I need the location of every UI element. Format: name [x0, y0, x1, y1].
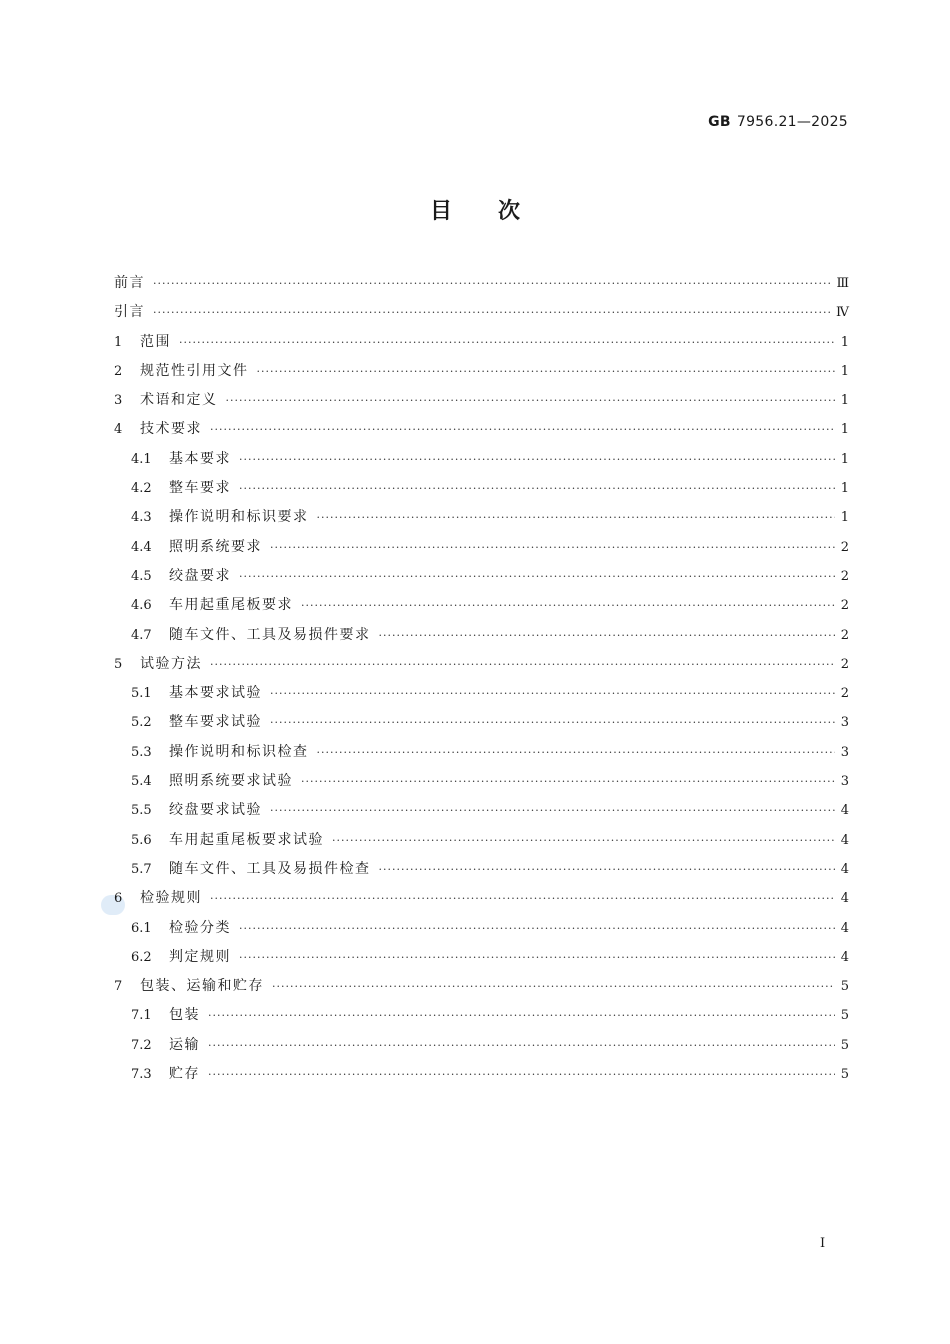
toc-entry[interactable] — [114, 357, 849, 386]
toc-entry-label: 照明系统要求试验 — [169, 773, 293, 790]
toc-dot-leader — [153, 269, 832, 298]
toc-entry-number: 4 — [114, 422, 123, 438]
toc-dot-leader — [210, 415, 835, 444]
toc-entry-number: 4.6 — [131, 598, 152, 614]
toc-entry-label: 术语和定义 — [140, 392, 218, 409]
toc-dot-leader — [239, 914, 835, 943]
toc-entry[interactable] — [114, 826, 849, 855]
toc-entry-page: Ⅲ — [836, 276, 849, 291]
toc-dot-leader — [301, 591, 835, 620]
toc-entry[interactable] — [114, 1001, 849, 1030]
toc-dot-leader — [317, 503, 836, 532]
toc-entry-number: 5.5 — [131, 803, 152, 819]
toc-entry[interactable] — [114, 943, 849, 972]
toc-entry-page: Ⅳ — [836, 305, 849, 321]
toc-entry-label: 车用起重尾板要求 — [169, 597, 293, 614]
toc-dot-leader — [379, 621, 836, 650]
toc-entry-page: 2 — [840, 598, 849, 614]
toc-entry-label: 引言 — [114, 304, 145, 321]
toc-entry[interactable] — [114, 328, 849, 357]
toc-entry[interactable] — [114, 474, 849, 503]
toc-entry[interactable] — [114, 386, 849, 415]
toc-dot-leader — [208, 1031, 835, 1060]
toc-entry[interactable] — [114, 621, 849, 650]
toc-entry-label: 基本要求 — [169, 450, 231, 467]
toc-entry[interactable] — [114, 1060, 849, 1089]
toc-entry-number: 7.3 — [131, 1067, 152, 1083]
toc-entry-label: 检验规则 — [140, 890, 202, 907]
toc-entry-page: 5 — [840, 1008, 849, 1024]
toc-entry-page: 1 — [840, 510, 849, 526]
toc-entry-page: 4 — [840, 891, 849, 907]
toc-dot-leader — [317, 738, 836, 767]
toc-entry-page: 2 — [840, 656, 849, 672]
toc-dot-leader — [332, 826, 835, 855]
toc-dot-leader — [270, 533, 835, 562]
toc-entry[interactable] — [114, 972, 849, 1001]
toc-entry-page: 1 — [840, 363, 849, 379]
toc-entry-page: 2 — [840, 539, 849, 555]
toc-entry-page: 4 — [840, 861, 849, 877]
toc-entry-page: 4 — [840, 949, 849, 965]
toc-entry-label: 检验分类 — [169, 919, 231, 936]
toc-entry-page: 1 — [840, 481, 849, 497]
toc-entry-page: 2 — [840, 686, 849, 702]
toc-entry-page: 5 — [840, 979, 849, 995]
standard-number: 7956.21—2025 — [736, 114, 848, 130]
toc-entry-number: 2 — [114, 363, 123, 379]
toc-entry[interactable] — [114, 591, 849, 620]
toc-dot-leader — [257, 357, 836, 386]
toc-dot-leader — [208, 1001, 835, 1030]
toc-entry-label: 范围 — [140, 333, 171, 350]
toc-entry[interactable] — [114, 415, 849, 444]
toc-dot-leader — [210, 884, 835, 913]
toc-entry-number: 5.2 — [131, 715, 152, 731]
toc-dot-leader — [239, 562, 835, 591]
toc-entry-page: 4 — [840, 832, 849, 848]
toc-entry-page: 2 — [840, 568, 849, 584]
toc-entry-number: 4.5 — [131, 568, 152, 584]
toc-dot-leader — [239, 445, 835, 474]
toc-dot-leader — [379, 855, 836, 884]
toc-entry[interactable] — [114, 855, 849, 884]
toc-dot-leader — [239, 943, 835, 972]
toc-entry-number: 6 — [114, 891, 123, 907]
toc-entry-label: 车用起重尾板要求试验 — [169, 831, 324, 848]
toc-dot-leader — [179, 328, 835, 357]
toc-entry-label: 包装 — [169, 1007, 200, 1024]
toc-dot-leader — [239, 474, 835, 503]
toc-entry[interactable] — [114, 533, 849, 562]
toc-entry-page: 4 — [840, 920, 849, 936]
toc-entry-label: 规范性引用文件 — [140, 362, 249, 379]
toc-entry-label: 绞盘要求试验 — [169, 802, 262, 819]
toc-entry[interactable] — [114, 679, 849, 708]
toc-entry-page: 3 — [840, 715, 849, 731]
toc-entry-number: 6.1 — [131, 920, 152, 936]
toc-entry-page: 4 — [840, 803, 849, 819]
toc-entry[interactable] — [114, 562, 849, 591]
toc-entry-page: 3 — [840, 774, 849, 790]
toc-entry-page: 2 — [840, 627, 849, 643]
toc-dot-leader — [210, 650, 835, 679]
toc-entry-page: 5 — [840, 1067, 849, 1083]
toc-entry-page: 1 — [840, 393, 849, 409]
toc-dot-leader — [270, 796, 835, 825]
toc-entry-label: 操作说明和标识检查 — [169, 743, 309, 760]
toc-entry-page: 1 — [840, 334, 849, 350]
toc-entry-label: 技术要求 — [140, 421, 202, 438]
toc-entry[interactable] — [114, 650, 849, 679]
page-number: I — [820, 1236, 826, 1251]
toc-entry-number: 7.2 — [131, 1037, 152, 1053]
table-of-contents — [114, 269, 849, 1089]
toc-dot-leader — [270, 708, 835, 737]
toc-entry-label: 整车要求 — [169, 480, 231, 497]
toc-entry-page: 1 — [840, 451, 849, 467]
toc-entry-number: 3 — [114, 393, 123, 409]
toc-dot-leader — [153, 298, 832, 327]
toc-entry-label: 随车文件、工具及易损件检查 — [169, 860, 371, 877]
toc-entry[interactable] — [114, 708, 849, 737]
toc-entry[interactable] — [114, 767, 849, 796]
toc-entry-label: 绞盘要求 — [169, 567, 231, 584]
toc-entry-page: 5 — [840, 1037, 849, 1053]
toc-entry-number: 4.2 — [131, 481, 152, 497]
toc-entry[interactable] — [114, 503, 849, 532]
toc-entry-label: 前言 — [114, 275, 145, 291]
toc-entry-number: 4.7 — [131, 627, 152, 643]
toc-entry-label: 包装、运输和贮存 — [140, 978, 264, 995]
toc-entry-label: 判定规则 — [169, 948, 231, 965]
standard-code — [708, 114, 848, 130]
toc-dot-leader — [272, 972, 835, 1001]
toc-entry[interactable] — [114, 298, 849, 327]
toc-entry-label: 照明系统要求 — [169, 538, 262, 555]
toc-entry-label: 整车要求试验 — [169, 714, 262, 731]
toc-dot-leader — [301, 767, 835, 796]
toc-entry-number: 4.4 — [131, 539, 152, 555]
toc-entry-label: 运输 — [169, 1036, 200, 1053]
toc-entry[interactable] — [114, 269, 849, 298]
toc-entry[interactable] — [114, 738, 849, 767]
standard-prefix: GB — [708, 114, 731, 130]
toc-entry-label: 试验方法 — [140, 655, 202, 672]
toc-entry[interactable] — [114, 796, 849, 825]
toc-entry-page: 3 — [840, 744, 849, 760]
toc-dot-leader — [208, 1060, 835, 1089]
toc-entry-number: 1 — [114, 334, 123, 350]
toc-entry-page: 1 — [840, 422, 849, 438]
toc-entry-label: 基本要求试验 — [169, 685, 262, 702]
toc-entry-number: 5.6 — [131, 832, 152, 848]
toc-entry-number: 5.4 — [131, 774, 152, 790]
toc-entry-number: 5.1 — [131, 686, 152, 702]
toc-entry-label: 随车文件、工具及易损件要求 — [169, 626, 371, 643]
toc-dot-leader — [226, 386, 836, 415]
toc-entry-number: 5.7 — [131, 861, 152, 877]
toc-entry-number: 4.1 — [131, 451, 152, 467]
toc-entry-number: 7 — [114, 979, 123, 995]
toc-entry-number: 7.1 — [131, 1008, 152, 1024]
toc-entry-number: 5.3 — [131, 744, 152, 760]
toc-entry-number: 5 — [114, 656, 123, 672]
toc-entry-label: 贮存 — [169, 1066, 200, 1083]
toc-entry[interactable] — [114, 884, 849, 913]
toc-entry-label: 操作说明和标识要求 — [169, 509, 309, 526]
toc-entry[interactable] — [114, 914, 849, 943]
toc-entry[interactable] — [114, 1031, 849, 1060]
toc-dot-leader — [270, 679, 835, 708]
toc-entry-number: 4.3 — [131, 510, 152, 526]
page-title: 目次 — [429, 199, 566, 224]
toc-entry-number: 6.2 — [131, 949, 152, 965]
toc-entry[interactable] — [114, 445, 849, 474]
